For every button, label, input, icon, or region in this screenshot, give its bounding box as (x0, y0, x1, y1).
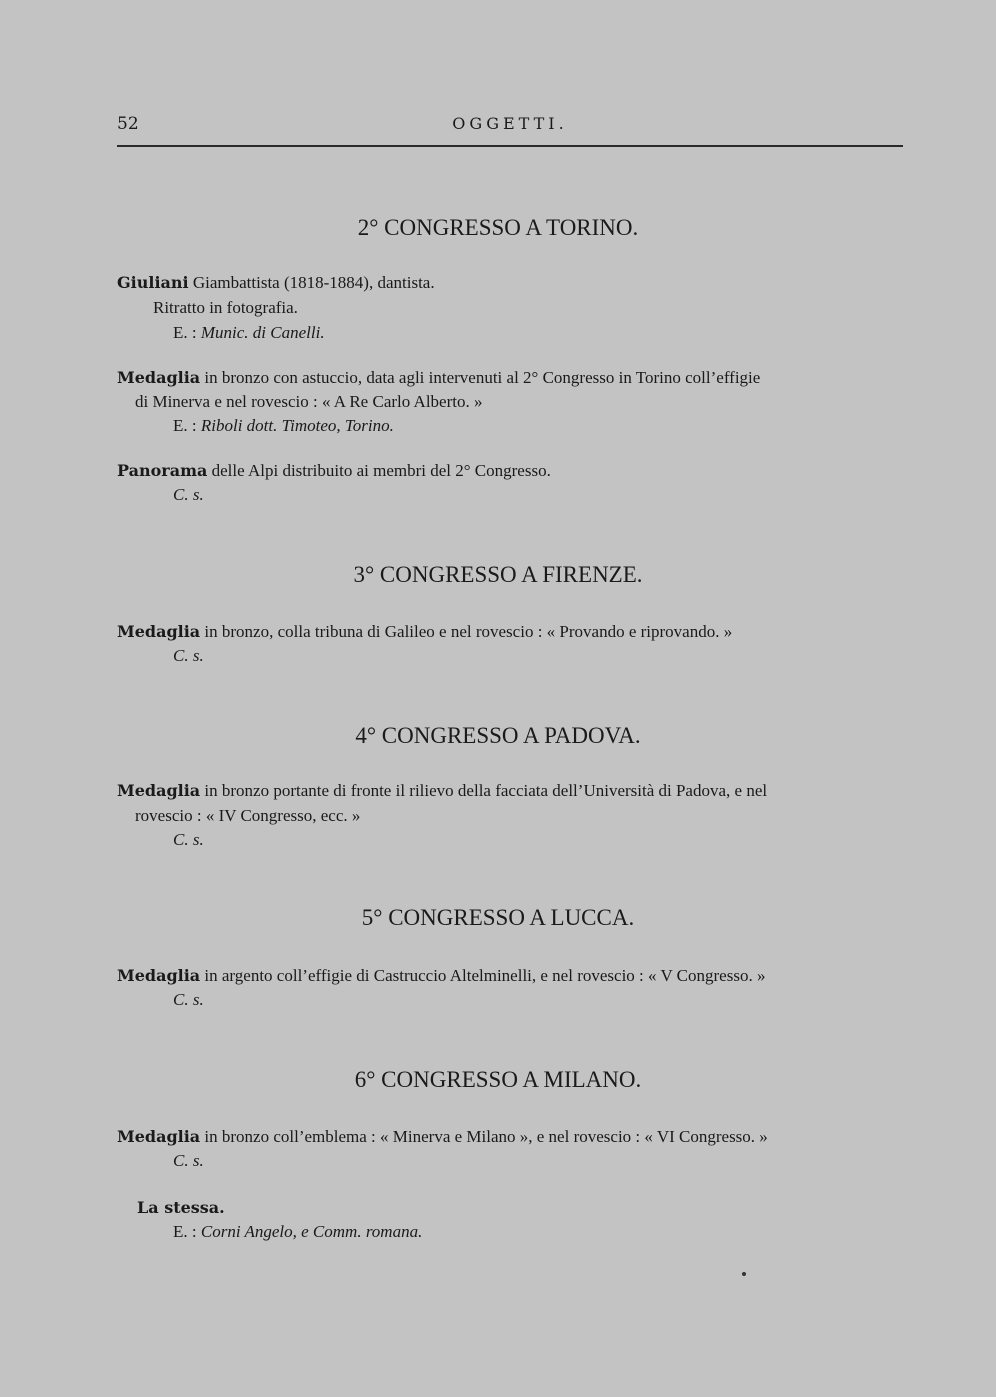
entry-line: di Minerva e nel rovescio : « A Re Carlo Alberto. » (135, 392, 483, 411)
exhibitor-value: Riboli dott. Timoteo, Torino. (200, 416, 394, 435)
entry-medaglia-lucca (117, 966, 765, 986)
entry-exhibitor (173, 416, 394, 436)
entry-name: Medaglia (117, 966, 201, 985)
entry-name: Medaglia (117, 1127, 201, 1146)
entry-desc: in bronzo coll’emblema : « Minerva e Milano », e nel rovescio : « VI Congresso. » (200, 1127, 768, 1146)
exhibitor-value: Corni Angelo, e Comm. romana. (200, 1222, 423, 1241)
page-header (117, 112, 903, 142)
entry-desc: in bronzo portante di fronte il rilievo della facciata dell’Università di Padova, e nel (200, 781, 768, 800)
page-number: 52 (117, 114, 139, 134)
exhibitor-prefix: E. : (173, 1222, 201, 1241)
header-rule (117, 145, 903, 147)
entry-cs: C. s. (173, 830, 204, 849)
entry-exhibitor (173, 1222, 422, 1242)
entry-name: Medaglia (117, 622, 201, 641)
entry-cs: C. s. (173, 646, 204, 665)
entry-exhibitor (173, 323, 325, 343)
section-title-padova: 4° CONGRESSO A PADOVA. (355, 723, 641, 748)
entry-la-stessa: La stessa. (137, 1198, 225, 1217)
section-title-lucca: 5° CONGRESSO A LUCCA. (361, 905, 635, 930)
entry-desc: in argento coll’effigie di Castruccio Altelminelli, e nel rovescio : « V Congresso. » (200, 966, 766, 985)
entry-name: Giuliani (117, 273, 189, 292)
section-title-firenze: 3° CONGRESSO A FIRENZE. (353, 562, 643, 587)
entry-cs: C. s. (173, 1151, 204, 1170)
entry-desc: Giambattista (1818-1884), dantista. (188, 273, 435, 292)
entry-medaglia-torino (117, 368, 760, 388)
entry-giuliani (117, 273, 435, 293)
ink-speck (742, 1272, 746, 1276)
entry-cs: C. s. (173, 485, 204, 504)
entry-cs: C. s. (173, 990, 204, 1009)
entry-name: Medaglia (117, 781, 201, 800)
entry-desc: in bronzo, colla tribuna di Galileo e nel rovescio : « Provando e riprovando. » (200, 622, 733, 641)
section-title-milano: 6° CONGRESSO A MILANO. (354, 1067, 642, 1092)
entry-desc: delle Alpi distribuito ai membri del 2° Congresso. (207, 461, 551, 480)
section-title-torino: 2° CONGRESSO A TORINO. (357, 215, 639, 240)
entry-panorama (117, 461, 551, 481)
entry-line: rovescio : « IV Congresso, ecc. » (135, 806, 361, 825)
exhibitor-prefix: E. : (173, 323, 201, 342)
entry-desc: in bronzo con astuccio, data agli intervenuti al 2° Congresso in Torino coll’effigie (200, 368, 761, 387)
entry-name: Panorama (117, 461, 208, 480)
running-title: OGGETTI. (452, 114, 568, 133)
entry-medaglia-milano (117, 1127, 768, 1147)
entry-medaglia-firenze (117, 622, 732, 642)
exhibitor-prefix: E. : (173, 416, 201, 435)
exhibitor-value: Munic. di Canelli. (200, 323, 325, 342)
entry-medaglia-padova (117, 781, 767, 801)
entry-name: Medaglia (117, 368, 201, 387)
entry-line: Ritratto in fotografia. (153, 298, 298, 317)
